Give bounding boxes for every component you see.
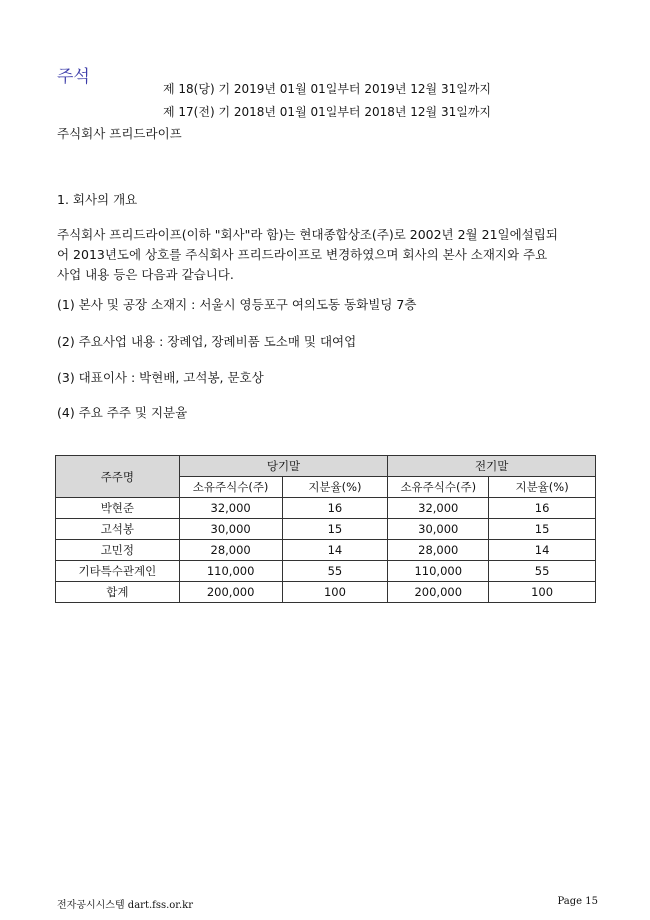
table-row <box>56 540 596 561</box>
item-shareholders: (4) 주요 주주 및 지분율 <box>57 405 188 420</box>
cell-name: 박현준 <box>56 498 180 519</box>
cell-cur-ratio: 15 <box>282 519 388 540</box>
subheader-prev-ratio: 지분율(%) <box>489 477 596 498</box>
cell-cur-shares: 110,000 <box>179 561 282 582</box>
header-current: 당기말 <box>179 456 388 477</box>
cell-cur-ratio: 14 <box>282 540 388 561</box>
cell-prev-shares: 200,000 <box>388 582 489 603</box>
company-name: 주식회사 프리드라이프 <box>57 126 182 141</box>
cell-prev-ratio: 15 <box>489 519 596 540</box>
cell-cur-ratio: 55 <box>282 561 388 582</box>
cell-prev-ratio: 16 <box>489 498 596 519</box>
cell-prev-shares: 32,000 <box>388 498 489 519</box>
cell-cur-ratio: 100 <box>282 582 388 603</box>
table-row <box>56 561 596 582</box>
item-ceo: (3) 대표이사 : 박현배, 고석봉, 문호상 <box>57 370 264 385</box>
cell-prev-shares: 110,000 <box>388 561 489 582</box>
subheader-cur-shares: 소유주식수(주) <box>179 477 282 498</box>
item-business: (2) 주요사업 내용 : 장례업, 장례비품 도소매 및 대여업 <box>57 334 357 349</box>
overview-paragraph <box>57 225 592 285</box>
cell-cur-shares: 32,000 <box>179 498 282 519</box>
item-location: (1) 본사 및 공장 소재지 : 서울시 영등포구 여의도동 동화빌딩 7층 <box>57 297 417 312</box>
page-title: 주석 <box>57 67 90 87</box>
cell-cur-shares: 30,000 <box>179 519 282 540</box>
cell-cur-ratio: 16 <box>282 498 388 519</box>
period-prior: 제 17(전) 기 2018년 01월 01일부터 2018년 12월 31일까지 <box>163 105 492 119</box>
cell-cur-shares: 28,000 <box>179 540 282 561</box>
cell-prev-ratio: 14 <box>489 540 596 561</box>
cell-prev-ratio: 100 <box>489 582 596 603</box>
period-current: 제 18(당) 기 2019년 01월 01일부터 2019년 12월 31일까지 <box>163 82 492 96</box>
footer-source: 전자공시시스템 dart.fss.or.kr <box>57 900 194 911</box>
page-number: Page 15 <box>557 896 598 907</box>
cell-name: 고민정 <box>56 540 180 561</box>
cell-prev-ratio: 55 <box>489 561 596 582</box>
cell-name: 합계 <box>56 582 180 603</box>
section-heading: 1. 회사의 개요 <box>57 192 138 207</box>
paragraph-line: 주식회사 프리드라이프(이하 "회사"라 함)는 현대종합상조(주)로 2002년 2월 21일에설립되 <box>57 227 558 242</box>
table-row <box>56 519 596 540</box>
cell-prev-shares: 30,000 <box>388 519 489 540</box>
cell-name: 고석봉 <box>56 519 180 540</box>
shareholder-table <box>55 455 596 603</box>
table-row <box>56 498 596 519</box>
cell-cur-shares: 200,000 <box>179 582 282 603</box>
header-shareholder: 주주명 <box>56 456 180 498</box>
subheader-cur-ratio: 지분율(%) <box>282 477 388 498</box>
subheader-prev-shares: 소유주식수(주) <box>388 477 489 498</box>
cell-prev-shares: 28,000 <box>388 540 489 561</box>
paragraph-line: 사업 내용 등은 다음과 같습니다. <box>57 267 234 282</box>
table-row-total <box>56 582 596 603</box>
paragraph-line: 어 2013년도에 상호를 주식회사 프리드라이프로 변경하였으며 회사의 본사 소재지와 주요 <box>57 247 548 262</box>
header-prior: 전기말 <box>388 456 596 477</box>
cell-name: 기타특수관계인 <box>56 561 180 582</box>
